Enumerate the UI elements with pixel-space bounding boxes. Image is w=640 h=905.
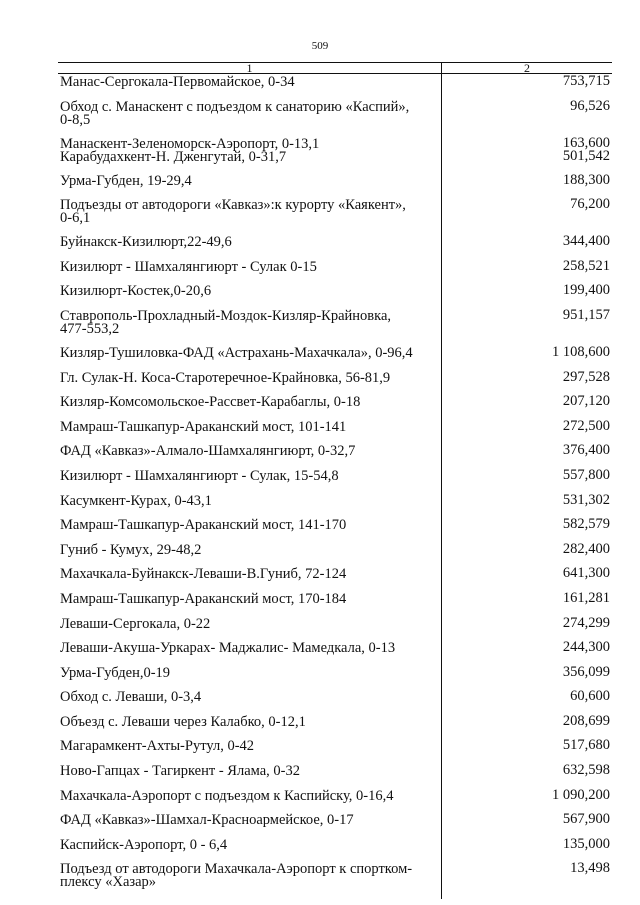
road-name: Объезд с. Леваши через Калабко, 0-12,1 (58, 714, 442, 739)
road-name: Леваши-Сергокала, 0-22 (58, 616, 442, 641)
table-row (58, 517, 612, 542)
road-name: Кизляр-Комсомольское-Рассвет-Карабаглы, 0-18 (58, 394, 442, 419)
table-row (58, 542, 612, 567)
road-value: 344,400 (562, 233, 610, 250)
road-value: 135,000 (562, 835, 610, 852)
table-row (58, 197, 612, 234)
road-value: 208,699 (562, 712, 610, 729)
road-value: 297,528 (562, 368, 610, 385)
table-row (58, 394, 612, 419)
table-row (58, 468, 612, 493)
table-row (58, 566, 612, 591)
road-value: 356,099 (562, 663, 610, 680)
road-value: 207,120 (562, 393, 610, 410)
table-row (58, 689, 612, 714)
road-name: Ставрополь-Прохладный-Моздок-Кизляр-Крайновка, 477-553,2 (58, 308, 442, 345)
table-row (58, 234, 612, 259)
road-value: 641,300 (562, 565, 610, 582)
table-row (58, 837, 612, 862)
road-value: 163,600 501,542 (562, 134, 610, 164)
road-name: Урма-Губден,0-19 (58, 665, 442, 690)
table-row (58, 173, 612, 198)
road-name: Касумкент-Курах, 0-43,1 (58, 493, 442, 518)
road-name: Каспийск-Аэропорт, 0 - 6,4 (58, 837, 442, 862)
road-value: 582,579 (562, 516, 610, 533)
table-row (58, 74, 612, 99)
table-row (58, 665, 612, 690)
road-name: Гл. Сулак-Н. Коса-Старотеречное-Крайновка, 56-81,9 (58, 370, 442, 395)
road-value: 1 108,600 (552, 343, 610, 360)
road-value: 272,500 (562, 417, 610, 434)
table-row (58, 763, 612, 788)
road-value: 632,598 (562, 762, 610, 779)
road-value: 76,200 (570, 196, 610, 213)
table-row (58, 345, 612, 370)
road-name: Леваши-Акуша-Уркарах- Маджалис- Мамедкала, 0-13 (58, 640, 442, 665)
road-name: Мамраш-Ташкапур-Араканский мост, 170-184 (58, 591, 442, 616)
road-name: Махачкала-Аэропорт с подъездом к Каспийску, 0-16,4 (58, 788, 442, 813)
road-name: Подъезд от автодороги Махачкала-Аэропорт к спортком- плексу «Хазар» (58, 861, 442, 899)
page-number: 509 (311, 40, 329, 52)
table-row (58, 812, 612, 837)
road-name: Махачкала-Буйнакск-Леваши-В.Гуниб, 72-124 (58, 566, 442, 591)
road-value: 60,600 (570, 688, 610, 705)
road-value: 244,300 (562, 639, 610, 656)
road-name: Кизилюрт - Шамхалянгиюрт - Сулак 0-15 (58, 259, 442, 284)
header-col-1: 1 (58, 63, 442, 74)
table-row (58, 788, 612, 813)
road-name: ФАД «Кавказ»-Шамхал-Красноармейское, 0-17 (58, 812, 442, 837)
road-name: Обход с. Леваши, 0-3,4 (58, 689, 442, 714)
road-name: Урма-Губден, 19-29,4 (58, 173, 442, 198)
road-name: Кизилюрт-Костек,0-20,6 (58, 283, 442, 308)
table-row (58, 308, 612, 345)
road-value: 13,498 (570, 860, 610, 877)
road-value: 258,521 (562, 257, 610, 274)
road-name: Гуниб - Кумух, 29-48,2 (58, 542, 442, 567)
road-name: Кизилюрт - Шамхалянгиюрт - Сулак, 15-54,8 (58, 468, 442, 493)
table-row (58, 283, 612, 308)
table-row (58, 419, 612, 444)
road-value: 376,400 (562, 442, 610, 459)
table-row (58, 493, 612, 518)
road-value: 753,715 (562, 73, 610, 89)
table-row (58, 616, 612, 641)
table-row (58, 738, 612, 763)
road-value: 951,157 (562, 306, 610, 323)
road-name: Мамраш-Ташкапур-Араканский мост, 101-141 (58, 419, 442, 444)
roads-table (58, 62, 612, 899)
road-name: Ново-Гапцах - Тагиркент - Ялама, 0-32 (58, 763, 442, 788)
road-value: 557,800 (562, 466, 610, 483)
road-name: Обход с. Манаскент с подъездом к санаторию «Каспий», 0-8,5 (58, 99, 442, 136)
road-value: 517,680 (562, 737, 610, 754)
road-value: 188,300 (562, 171, 610, 188)
table-row (58, 259, 612, 284)
road-value: 274,299 (562, 614, 610, 631)
road-name: Магарамкент-Ахты-Рутул, 0-42 (58, 738, 442, 763)
road-value: 567,900 (562, 811, 610, 828)
table-row (58, 99, 612, 136)
road-value: 531,302 (562, 491, 610, 508)
road-name: Манаскент-Зеленоморск-Аэропорт, 0-13,1 Карабудахкент-Н. Дженгутай, 0-31,7 (58, 136, 442, 173)
table-row (58, 640, 612, 665)
road-name: Кизляр-Тушиловка-ФАД «Астрахань-Махачкала», 0-96,4 (58, 345, 442, 370)
road-name: Подъезды от автодороги «Кавказ»:к курорту «Каякент», 0-6,1 (58, 197, 442, 234)
table-row (58, 861, 612, 899)
road-name: Буйнакск-Кизилюрт,22-49,6 (58, 234, 442, 259)
road-value: 1 090,200 (552, 786, 610, 803)
road-name: Мамраш-Ташкапур-Араканский мост, 141-170 (58, 517, 442, 542)
table-row (58, 370, 612, 395)
road-value: 96,526 (570, 97, 610, 114)
table-row (58, 714, 612, 739)
table-row (58, 591, 612, 616)
table-row (58, 136, 612, 173)
header-col-2: 2 (442, 63, 613, 74)
road-name: ФАД «Кавказ»-Алмало-Шамхалянгиюрт, 0-32,7 (58, 443, 442, 468)
road-value: 161,281 (562, 589, 610, 606)
table-row (58, 443, 612, 468)
road-value: 282,400 (562, 540, 610, 557)
road-value: 199,400 (562, 282, 610, 299)
table-header-row (58, 63, 612, 74)
road-name: Манас-Сергокала-Первомайское, 0-34 (58, 74, 442, 99)
